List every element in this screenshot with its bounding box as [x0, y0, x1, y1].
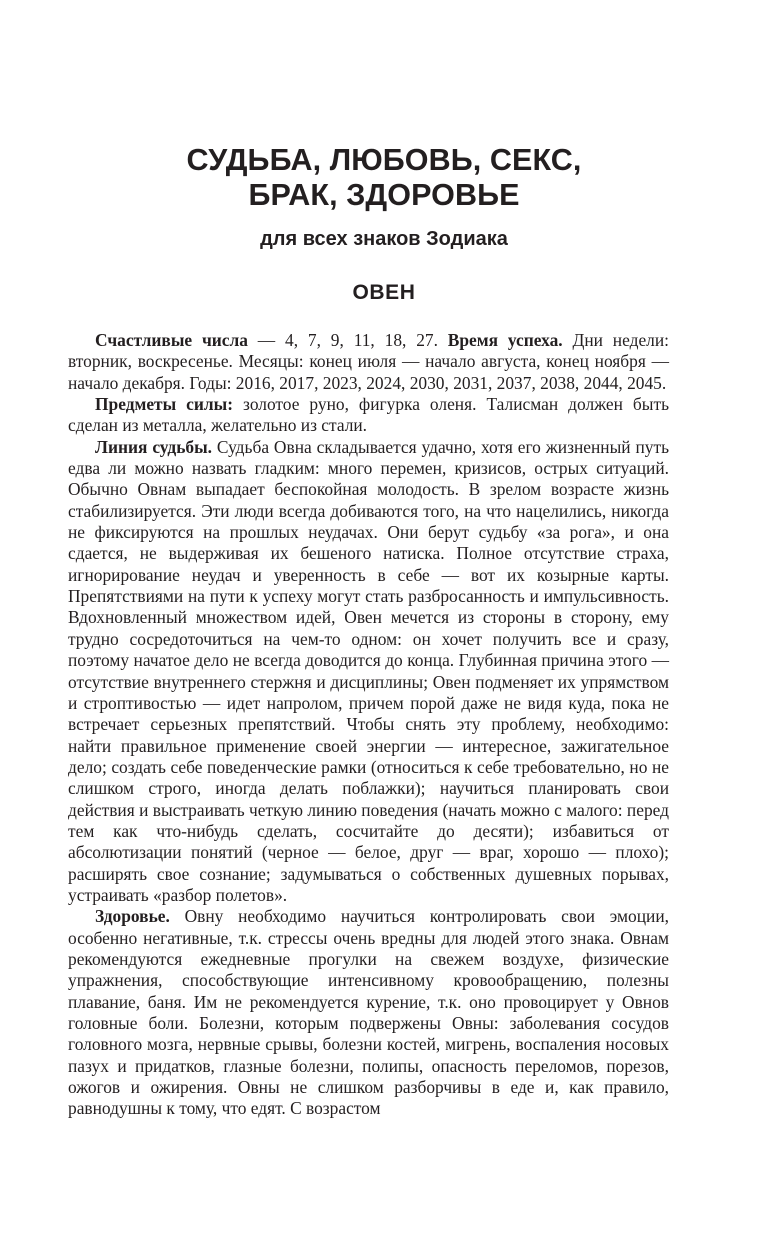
paragraph-text-health: Овну необходимо научиться контролировать свои эмоции, особенно негативные, т.к. стрессы очень вредны для людей этого знака. Овнам рекомендуются ежедневные прогулки на свежем воздухе, физические упражнения, способствующие интенсивному кровообращению, полезны плавание, баня. Им не рекомендуется курение, т.к. оно провоцирует у Овнов головные боли. Болезни, которым подвержены Овны: заболевания сосудов головного мозга, нервные срывы, болезни костей, мигрень, воспаления носовых пазух и придатков, глазные болезни, полипы, опасность переломов, порезов, ожогов и ожирения. Овны не слишком разборчивы в еде и, как правило, равнодушны к тому, что едят. С возрастом	[68, 906, 669, 1119]
paragraph-power-objects	[68, 394, 669, 437]
runin-label-fate-line: Линия судьбы.	[95, 436, 213, 457]
paragraph-text-lucky-numbers-a: — 4, 7, 9, 11, 18, 27.	[247, 330, 448, 350]
section-heading-aries: ОВЕН	[352, 281, 416, 304]
paragraph-health	[68, 906, 669, 1119]
document-title-line-1: СУДЬБА, ЛЮБОВЬ, СЕКС,	[186, 143, 582, 177]
paragraph-text-fate-line: Судьба Овна складывается удачно, хотя его жизненный путь едва ли можно назвать гладким: много перемен, кризисов, острых ситуаций. Обычно Овнам выпадает беспокойная молодость. В зрелом возрасте жизнь стабилизируется. Эти люди всегда добиваются того, на что нацелились, никогда не фиксируются на прошлых неудачах. Они берут судьбу «за рога», и она сдается, не выдерживая их бешеного натиска. Полное отсутствие страха, игнорирование неудач и уверенность в себе — вот их козырные карты. Препятствиями на пути к успеху могут стать разбросанность и импульсивность. Вдохновленный множеством идей, Овен мечется из стороны в сторону, ему трудно сосредоточиться на чем-то одном: он хочет получить все и сразу, поэтому начатое дело не всегда доводится до конца. Глубинная причина этого — отсутствие внутреннего стержня и дисциплины; Овен подменяет их упрямством и строптивостью — идет напролом, причем порой даже не видя куда, пока не встречает серьезных препятствий. Чтобы снять эту проблему, необходимо: найти правильное применение своей энергии — интересное, зажигательное дело; создать себе поведенческие рамки (относиться к себе требовательно, но не слишком строго, иногда делать поблажки); научиться планировать свои действия и выстраивать четкую линию поведения (начать можно с малого: перед тем как что-нибудь сделать, сосчитайте до десяти); избавиться от абсолютизации понятий (черное — белое, друг — враг, хорошо — плохо); расширять свое сознание; задумываться о собственных душевных порывах, устраивать «разбор полетов».	[68, 436, 670, 905]
runin-label-success-time: Время успеха.	[447, 330, 563, 350]
runin-label-health: Здоровье.	[95, 906, 170, 927]
document-title-block	[0, 143, 768, 251]
paragraph-text-power-objects: золотое руно, фигурка оленя. Талисман должен быть сделан из металла, желательно из стали.	[68, 394, 669, 436]
paragraph-lucky-numbers	[68, 330, 669, 394]
paragraph-fate-line	[68, 437, 669, 907]
document-subtitle: для всех знаков Зодиака	[260, 228, 508, 250]
document-title-line-2: БРАК, ЗДОРОВЬЕ	[248, 178, 520, 212]
runin-label-power-objects: Предметы силы:	[95, 394, 234, 415]
paragraph-text-lucky-numbers-b: Дни недели: вторник, воскресенье. Месяцы: конец июля — начало августа, конец ноября — начало декабря. Годы: 2016, 2017, 2023, 2024, 2030, 2031, 2037, 2038, 2044, 2045.	[68, 330, 669, 393]
body-text-column	[68, 330, 669, 1120]
runin-label-lucky-numbers: Счастливые числа	[95, 330, 248, 350]
